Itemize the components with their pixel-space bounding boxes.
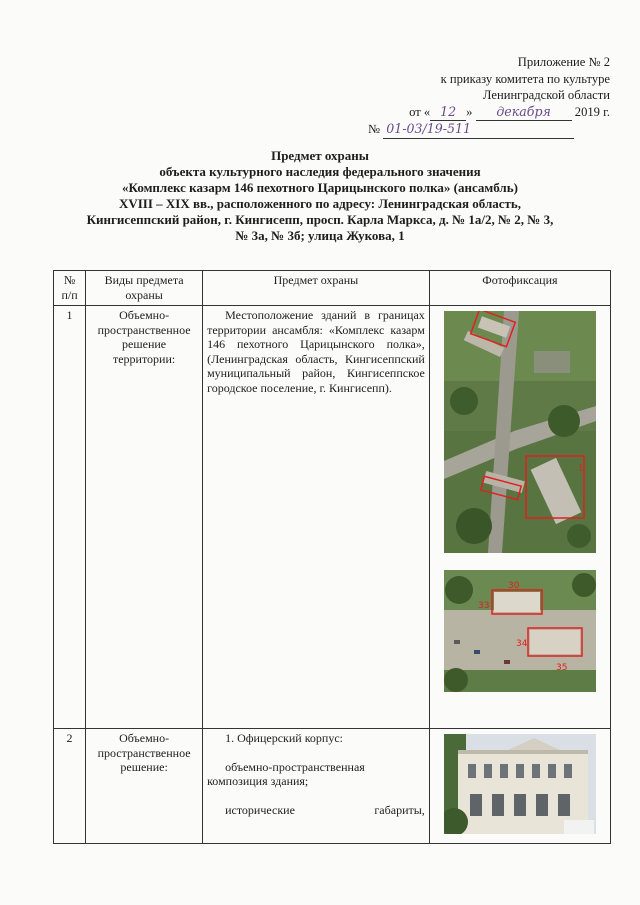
title-line-4: XVIII – XIX вв., расположенного по адресу: Ленинградская область, (118, 196, 522, 211)
appendix-header (360, 54, 610, 139)
row-type: Объемно-пространственное решение территории: (86, 306, 203, 729)
item-dimensions: исторические габариты, (225, 802, 425, 817)
appendix-region: Ленинградской области (482, 88, 610, 102)
row-subject: Местоположение зданий в границах территории ансамбля: «Комплекс казарм 146 пехотного Царицынского полка», (Ленинградская область, Кингисеппский муниципальный район, Кингисеппское городское поселение, г. Кингисепп). (203, 306, 430, 729)
header-type: Виды предмета охраны (86, 271, 203, 306)
title-line-3: «Комплекс казарм 146 пехотного Царицынского полка» (ансамбль) (122, 180, 518, 195)
row-type: Объемно-пространственное решение: (86, 729, 203, 844)
handwritten-day: 12 (430, 104, 466, 122)
handwritten-number: 01-03/19-511 (383, 121, 574, 139)
header-subject: Предмет охраны (203, 271, 430, 306)
aerial-photo-territory (444, 311, 596, 553)
table-row (54, 729, 611, 844)
item-title: 1. Офицерский корпус: (225, 731, 343, 745)
title-line-1: Предмет охраны (271, 148, 369, 163)
table-row (54, 306, 611, 729)
row-photos (429, 729, 610, 844)
appendix-order-ref: к приказу комитета по культуре (440, 71, 610, 86)
appendix-date: от « 12 » декабря 2019 г. (360, 104, 610, 122)
map-marker-label: 34 (515, 639, 528, 649)
row-num: 1 (54, 306, 86, 729)
map-marker-label: 30 (507, 581, 520, 591)
appendix-order-number: № 01-03/19-511 (360, 121, 610, 139)
photo-officers-building (444, 734, 596, 834)
item-composition: объемно-пространственная композиция здания; (207, 759, 365, 788)
map-marker-label: 33 (477, 601, 490, 611)
table-header-row (54, 271, 611, 306)
row-photos (429, 306, 610, 729)
header-num: № п/п (54, 271, 86, 306)
title-line-2: объекта культурного наследия федерального значения (159, 164, 481, 179)
map-marker-label: 35 (555, 663, 568, 673)
protection-subject-table (53, 270, 611, 844)
document-title (20, 148, 620, 244)
map-marker-label: 1 (577, 464, 584, 474)
handwritten-month: декабря (476, 104, 572, 122)
title-line-6: № 3а, № 3б; улица Жукова, 1 (235, 228, 405, 243)
header-photo: Фотофиксация (429, 271, 610, 306)
row-num: 2 (54, 729, 86, 844)
appendix-number: Приложение № 2 (517, 55, 610, 69)
aerial-photo-buildings (444, 570, 596, 692)
row-subject (203, 729, 430, 844)
title-line-5: Кингисеппский район, г. Кингисепп, просп. Карла Маркса, д. № 1а/2, № 2, № 3, (86, 212, 554, 227)
